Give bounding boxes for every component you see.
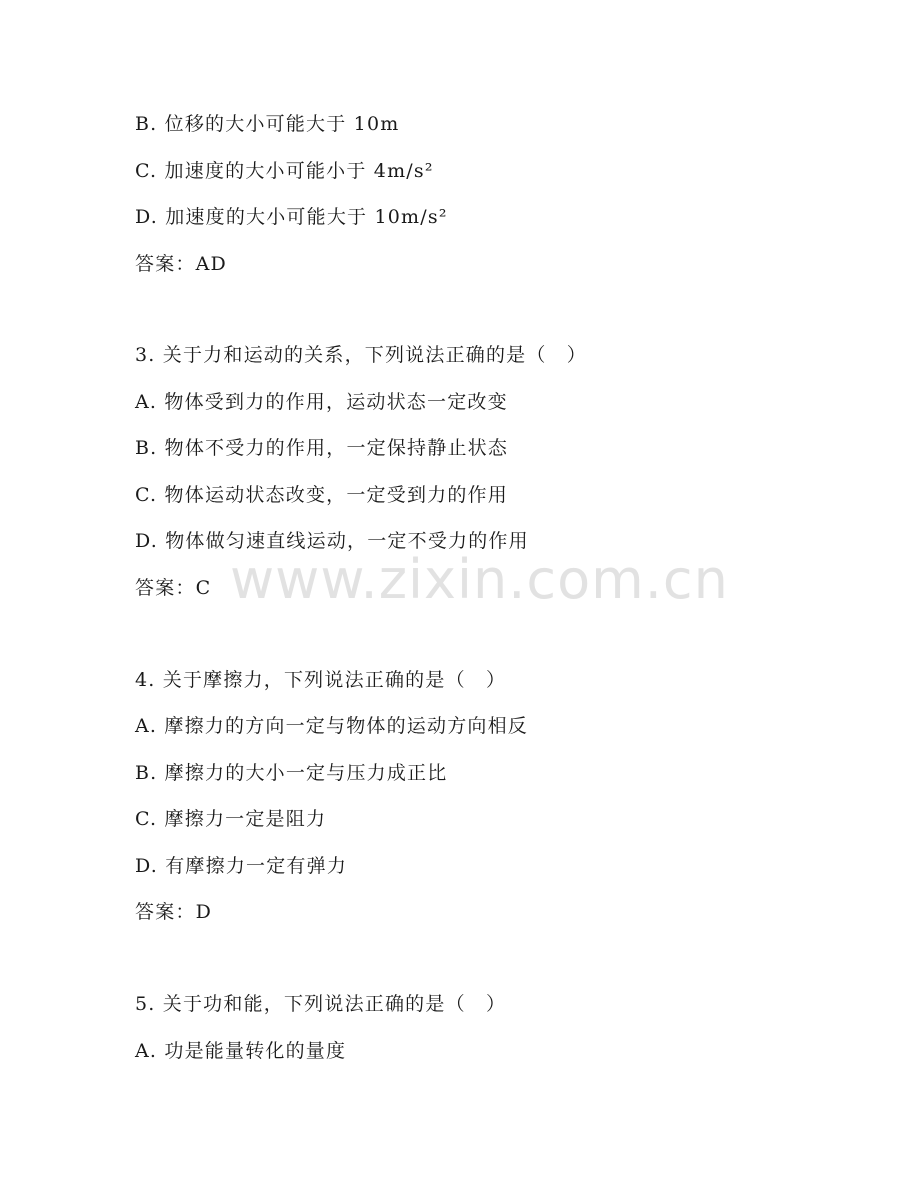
q4-stem: 4. 关于摩擦力，下列说法正确的是（ ）: [135, 669, 507, 691]
q3-answer: 答案：C: [135, 577, 212, 599]
q4-option-d: D. 有摩擦力一定有弹力: [135, 855, 348, 877]
q3-option-d: D. 物体做匀速直线运动，一定不受力的作用: [135, 530, 529, 552]
q2-answer: 答案：AD: [135, 253, 227, 275]
q5-option-a: A. 功是能量转化的量度: [135, 1040, 347, 1062]
q2-option-c: C. 加速度的大小可能小于 4m/s²: [135, 160, 434, 182]
q2-option-b: B. 位移的大小可能大于 10m: [135, 113, 400, 135]
q4-option-c: C. 摩擦力一定是阻力: [135, 808, 327, 830]
q4-option-b: B. 摩擦力的大小一定与压力成正比: [135, 762, 448, 784]
watermark: www.zixin.com.cn: [230, 548, 729, 611]
q3-option-c: C. 物体运动状态改变，一定受到力的作用: [135, 484, 508, 506]
q3-option-a: A. 物体受到力的作用，运动状态一定改变: [135, 391, 508, 413]
q2-option-d: D. 加速度的大小可能大于 10m/s²: [135, 206, 448, 228]
q4-option-a: A. 摩擦力的方向一定与物体的运动方向相反: [135, 715, 529, 737]
q3-stem: 3. 关于力和运动的关系，下列说法正确的是（ ）: [135, 344, 587, 366]
q3-option-b: B. 物体不受力的作用，一定保持静止状态: [135, 437, 509, 459]
q4-answer: 答案：D: [135, 901, 213, 923]
q5-stem: 5. 关于功和能，下列说法正确的是（ ）: [135, 993, 507, 1015]
